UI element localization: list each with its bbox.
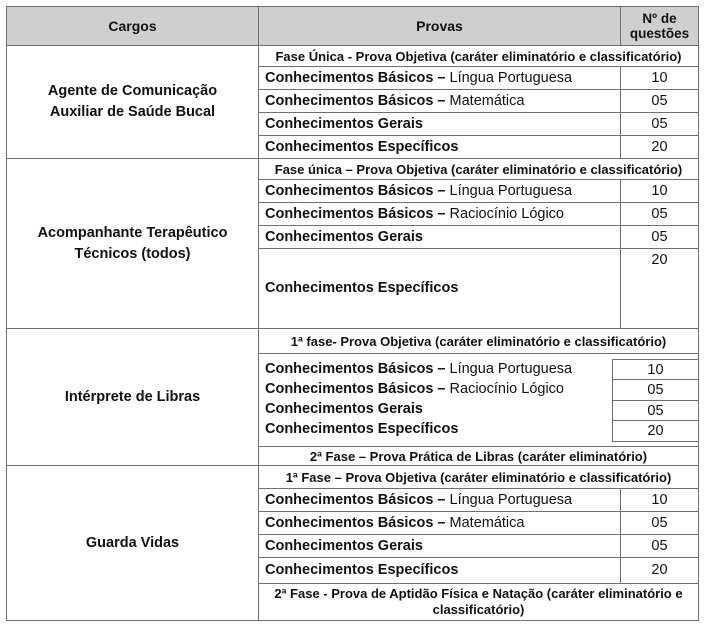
table-row: Conhecimentos Básicos – Matemática 05 <box>7 512 699 535</box>
group-3-cargo: Intérprete de Libras <box>7 329 259 466</box>
group-2-fase: Fase única – Prova Objetiva (caráter eliminatório e classificatório) <box>259 159 699 180</box>
header-cargos: Cargos <box>7 7 259 46</box>
header-provas: Provas <box>259 7 621 46</box>
group-4-fase-row <box>7 466 699 489</box>
group-2-fase-row <box>7 159 699 180</box>
group-1-cargo: Agente de Comunicação Auxiliar de Saúde Bucal <box>7 46 259 159</box>
list-item: Conhecimentos Básicos – Língua Portuguesa <box>265 361 573 377</box>
group-2-cargo: Acompanhante Terapêutico Técnicos (todos) <box>7 159 259 329</box>
list-item: Conhecimentos Específicos <box>265 421 459 437</box>
list-item: Conhecimentos Gerais <box>265 401 423 417</box>
list-item: Conhecimentos Básicos – Raciocínio Lógico <box>265 381 564 397</box>
group-4-fase2: 2ª Fase - Prova de Aptidão Física e Natação (caráter eliminatório e classificatório) <box>259 584 699 621</box>
table-row: Conhecimentos Específicos 20 <box>7 249 699 329</box>
table-row: Conhecimentos Básicos – Língua Portuguesa 10 <box>7 180 699 203</box>
header-row <box>7 7 699 46</box>
group-3-rows: Conhecimentos Básicos – Língua Portuguesa Conhecimentos Básicos – Raciocínio Lógico Conhecimentos Gerais Conhecimentos Específicos 10 05 05 20 <box>7 354 699 447</box>
group-4-cargo: Guarda Vidas <box>7 466 259 621</box>
group-1-fase: Fase Única - Prova Objetiva (caráter eliminatório e classificatório) <box>259 46 699 67</box>
table-row: Conhecimentos Gerais 05 <box>7 113 699 136</box>
table-row: Conhecimentos Básicos – Matemática 05 <box>7 90 699 113</box>
header-questoes: Nº de questões <box>621 7 699 46</box>
table-row: Conhecimentos Específicos 20 <box>7 558 699 584</box>
group-3-fase-row <box>7 329 699 354</box>
table-row: Conhecimentos Gerais 05 <box>7 226 699 249</box>
group-3-fase2: 2ª Fase – Prova Prática de Libras (caráter eliminatório) <box>259 447 699 466</box>
group-4-fase: 1ª Fase – Prova Objetiva (caráter eliminatório e classificatório) <box>259 466 699 489</box>
group-1-fase-row <box>7 46 699 67</box>
table-row: Conhecimentos Gerais 05 <box>7 535 699 558</box>
exam-table <box>6 6 699 621</box>
table-row: Conhecimentos Específicos 20 <box>7 136 699 159</box>
table-row: Conhecimentos Básicos – Raciocínio Lógico 05 <box>7 203 699 226</box>
table-row: Conhecimentos Básicos – Língua Portuguesa 10 <box>7 489 699 512</box>
group-3-fase: 1ª fase- Prova Objetiva (caráter eliminatório e classificatório) <box>259 329 699 354</box>
table-row: Conhecimentos Básicos – Língua Portuguesa 10 <box>7 67 699 90</box>
